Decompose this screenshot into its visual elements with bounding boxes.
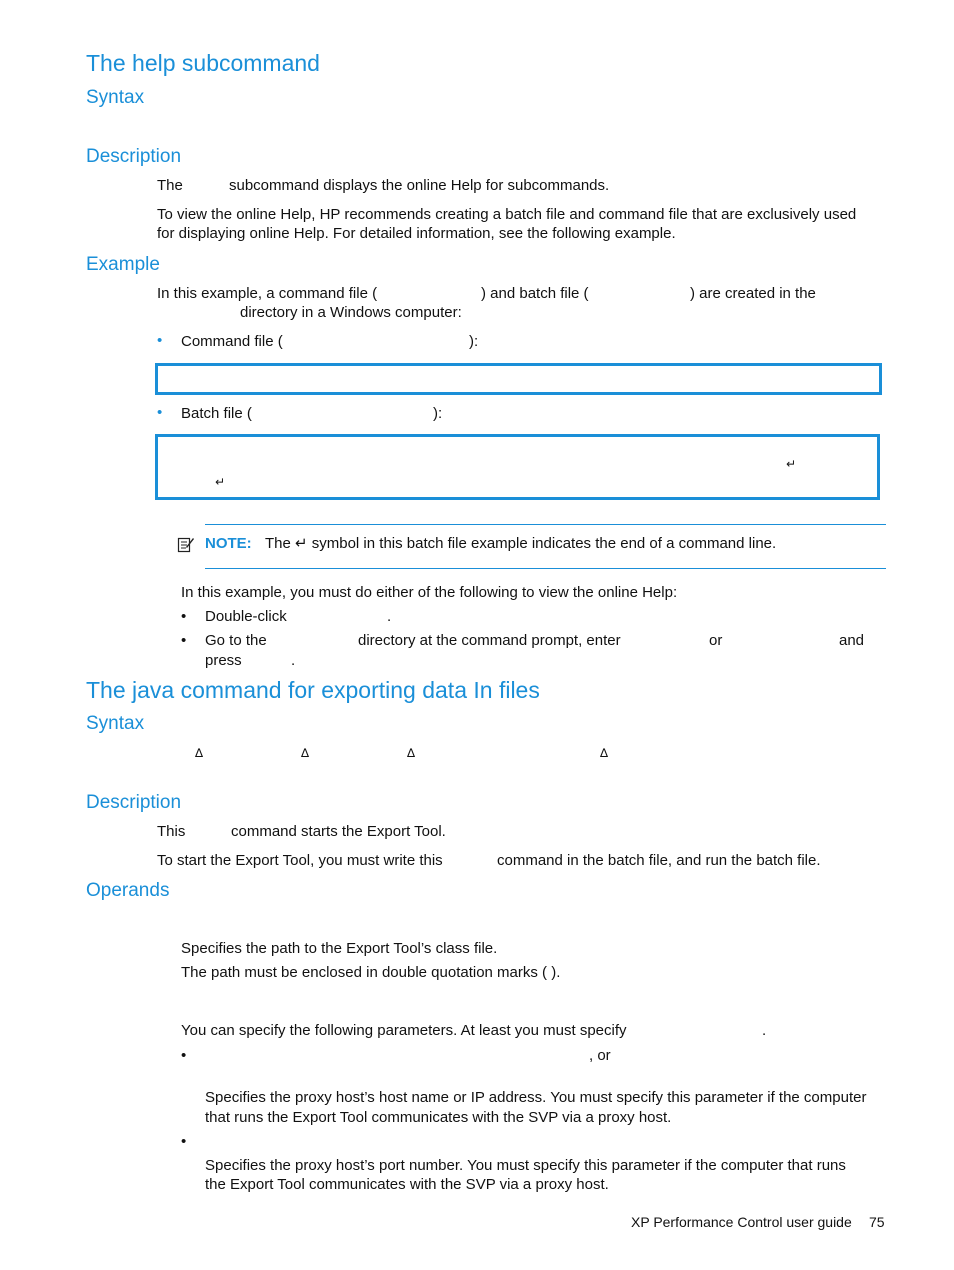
proxy-host-line2: that runs the Export Tool communicates with the SVP via a proxy host.: [205, 1109, 672, 1126]
either-text: In this example, you must do either of the following to view the online Help:: [181, 584, 678, 601]
operands-heading: Operands: [86, 880, 170, 901]
option2-f: .: [291, 652, 296, 669]
java-desc2-a: To start the Export Tool, you must write this: [157, 852, 443, 869]
footer-page-number: 75: [869, 1214, 885, 1230]
section-title-java: The java command for exporting data In files: [86, 677, 540, 703]
example-text-b: ) and batch file (: [481, 285, 589, 302]
operand-params-b: .: [762, 1022, 767, 1039]
operand-params-or: , or: [589, 1047, 611, 1064]
description-heading: Description: [86, 792, 182, 813]
proxy-port-line1: Specifies the proxy host’s port number. You must specify this parameter if the computer that runs: [205, 1157, 846, 1174]
desc-paragraph-line2: for displaying online Help. For detailed information, see the following example.: [157, 225, 676, 242]
bullet-batch-file-a: Batch file (: [181, 405, 252, 422]
option2-c: or: [709, 632, 723, 649]
option2-a: Go to the: [205, 632, 267, 649]
delta-symbol: ∆: [407, 746, 416, 760]
proxy-host-line1: Specifies the proxy host’s host name or IP address. You must specify this parameter if the computer: [205, 1089, 867, 1106]
desc-text-the: The: [157, 177, 183, 194]
bullet-marker: •: [181, 608, 187, 625]
note-text: The ↵ symbol in this batch file example indicates the end of a command line.: [265, 535, 777, 552]
batch-file-code-box: [155, 434, 880, 500]
bullet-batch-file-b: ):: [433, 405, 443, 422]
bullet-command-file-a: Command file (: [181, 333, 283, 350]
desc-paragraph-line1: To view the online Help, HP recommends creating a batch file and command file that are exclusively used: [157, 206, 857, 223]
bullet-marker: •: [181, 1133, 187, 1150]
end-of-line-symbol: ↵: [786, 457, 797, 471]
operand-classpath-line1: Specifies the path to the Export Tool’s class file.: [181, 940, 498, 957]
example-heading: Example: [86, 254, 160, 275]
operand-params-a: You can specify the following parameters. At least you must specify: [181, 1022, 627, 1039]
note-icon: [177, 535, 195, 553]
end-of-line-symbol: ↵: [215, 475, 226, 489]
java-desc-b: command starts the Export Tool.: [231, 823, 446, 840]
note-bottom-rule: [205, 568, 886, 569]
bullet-marker: •: [157, 404, 163, 421]
syntax-heading: Syntax: [86, 87, 145, 108]
bullet-marker: •: [157, 332, 163, 349]
example-text-line2: directory in a Windows computer:: [240, 304, 462, 321]
bullet-marker: •: [181, 632, 187, 649]
option2-e: press: [205, 652, 242, 669]
bullet-marker: •: [181, 1047, 187, 1064]
section-title-help: The help subcommand: [86, 50, 320, 76]
footer-guide-title: XP Performance Control user guide: [631, 1214, 852, 1230]
note-top-rule: [205, 524, 886, 525]
delta-symbol: ∆: [195, 746, 204, 760]
note-label: NOTE:: [205, 535, 252, 552]
proxy-port-line2: the Export Tool communicates with the SVP via a proxy host.: [205, 1176, 609, 1193]
option2-d: and: [839, 632, 865, 649]
operand-classpath-line2: The path must be enclosed in double quotation marks ( ).: [181, 964, 561, 981]
java-desc2-b: command in the batch file, and run the batch file.: [497, 852, 821, 869]
bullet-command-file-b: ):: [469, 333, 479, 350]
example-text-c: ) are created in the: [690, 285, 816, 302]
java-desc-a: This: [157, 823, 186, 840]
command-file-code-box: [155, 363, 882, 395]
delta-symbol: ∆: [600, 746, 609, 760]
option1-a: Double-click: [205, 608, 287, 625]
desc-text-rest: subcommand displays the online Help for subcommands.: [229, 177, 610, 194]
description-heading: Description: [86, 146, 182, 167]
option1-b: .: [387, 608, 392, 625]
option2-b: directory at the command prompt, enter: [358, 632, 621, 649]
syntax-heading: Syntax: [86, 713, 145, 734]
delta-symbol: ∆: [301, 746, 310, 760]
example-text-a: In this example, a command file (: [157, 285, 378, 302]
